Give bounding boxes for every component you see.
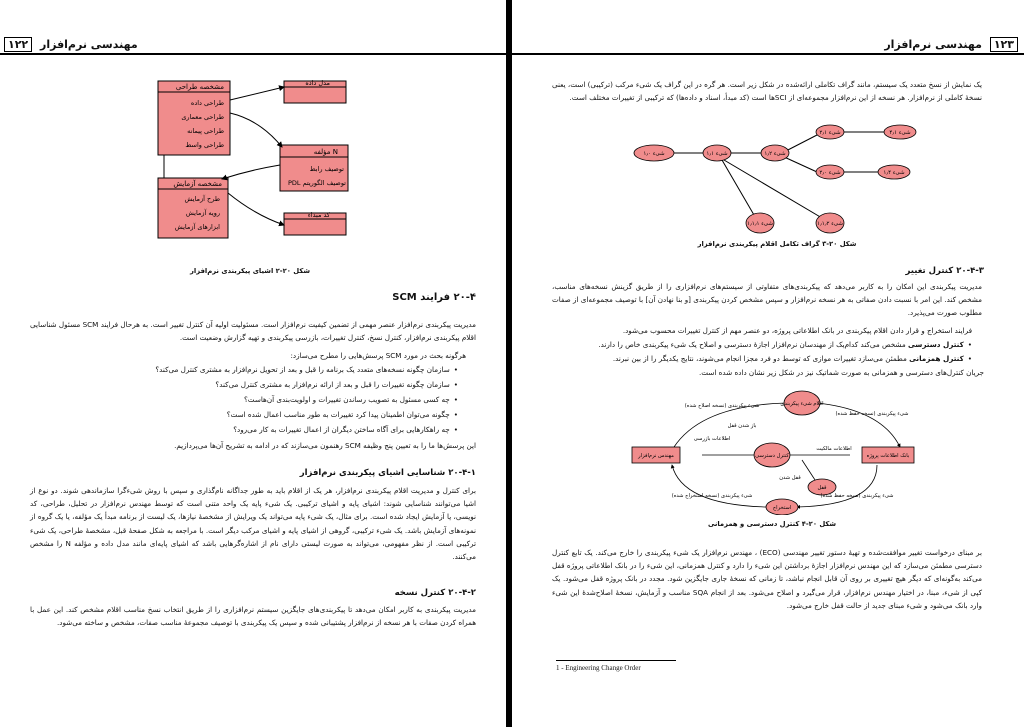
fig2-box5-title: کد مبداء bbox=[307, 211, 330, 219]
fig2-box1-item: طراحی پیمانه bbox=[187, 127, 224, 135]
edge-label: شیء پیکربندی (نسخه اصلاح شده) bbox=[684, 403, 760, 409]
paragraph: این پرسش‌ها ما را به تعیین پنج وظیفه SCM رهنمون می‌سازند که در ادامه به تشریح آن‌ها می‌پردازیم. bbox=[174, 441, 476, 450]
fig2-box2-title: مدل داده bbox=[305, 79, 330, 87]
node-label: قفل bbox=[817, 485, 827, 491]
paragraph: فرایند استخراج و قرار دادن اقلام پیکربندی در بانک اطلاعاتی پروژه، دو عنصر مهم از کنترل تغییرات محسوب می‌شود. bbox=[622, 326, 972, 335]
node-label: کنترل دسترسی bbox=[755, 453, 789, 459]
edge-label: شیء پیکربندی (نسخه استخراج شده) bbox=[671, 493, 753, 499]
edge-label: قفل شدن bbox=[779, 475, 801, 481]
figure-config-objects bbox=[150, 75, 350, 240]
edge-label: باز شدن قفل bbox=[727, 423, 757, 429]
edge-label: شیء پیکربندی (نسخه حفظ شده) bbox=[835, 411, 909, 417]
fig2-box4-item: رویه آزمایش bbox=[185, 209, 220, 217]
box-label: بانک اطلاعات پروژه bbox=[866, 453, 910, 459]
subsection-title: ۲۰-۴-۱ شناسایی اشیای پیکربندی نرم‌افزار bbox=[299, 468, 476, 478]
bullet-item: • سازمان چگونه نسخه‌های متعدد یک برنامه را قبل و بعد از تحویل نرم‌افزار به مشتری کنترل می‌کند؟ bbox=[38, 364, 458, 376]
node-label: استخراج bbox=[772, 505, 792, 511]
node-label: اقلام شیء پیکربندی bbox=[780, 401, 824, 407]
fig2-box3-title: مؤلفه N bbox=[313, 148, 338, 156]
footnote-rule bbox=[556, 660, 676, 661]
bullet-item: • چه راهکارهایی برای آگاه ساختن دیگران از اعمال تغییرات به کار می‌رود؟ bbox=[38, 424, 458, 436]
right-page bbox=[512, 0, 1024, 727]
graph-node-label: شیء ۴٫۱ bbox=[889, 130, 911, 136]
header-rule bbox=[0, 53, 506, 55]
fig2-box1-item: طراحی داده bbox=[190, 99, 224, 107]
fig2-box4-item: ابزارهای آزمایش bbox=[174, 223, 220, 231]
figure-caption: شکل ۲۰-۴ کنترل دسترسی و همزمانی bbox=[707, 520, 837, 528]
running-header-left: مهندسی نرم‌افزار bbox=[40, 38, 138, 51]
fig2-box3-item: توصیف رابط bbox=[309, 165, 344, 173]
left-page bbox=[0, 0, 506, 727]
figure-evolution-graph bbox=[632, 120, 922, 235]
graph-node-label: شیء ۲٫۱ bbox=[819, 130, 841, 136]
bullet-item: • چه کسی مسئول به تصویب رساندن تغییرات و اولویت‌بندی آن‌هاست؟ bbox=[38, 394, 458, 406]
box-label: مهندس نرم‌افزار bbox=[638, 453, 674, 459]
edge-label: اطلاعات مالکیت bbox=[816, 446, 852, 452]
fig2-box3-item: PDL توصیف الگوریتم bbox=[287, 179, 346, 187]
page-number-left: ۱۲۲ bbox=[4, 38, 32, 52]
bullet-item: • کنترل همزمانی مطمئن می‌سازد تغییرات موازی که توسط دو فرد مجزا انجام می‌شوند، نتایج یکدیگر را از بین نبرند. bbox=[552, 353, 972, 365]
edge-label: شیء پیکربندی (نسخه حفظ شده) bbox=[820, 493, 894, 499]
graph-node-label: شیء ۱٫۰ bbox=[643, 151, 665, 157]
figure-access-control bbox=[622, 385, 922, 515]
graph-node-label: شیء ۲٫۰ bbox=[819, 170, 841, 176]
subsection-title: ۲۰-۴-۲ کنترل نسخه bbox=[394, 588, 476, 598]
paragraph: مدیریت پیکربندی نرم‌افزار عنصر مهمی از تضمین کیفیت نرم‌افزار است. مسئولیت اولیه آن کنترل تغییر است. به هرحال فرایند SCM مسئول شناسایی اقلام پیکربندی نرم‌افزار، کنترل نسخ، کنترل تغییرات، بازرسی پیکربندی و تهیه گزارش وضعیت است. bbox=[30, 320, 476, 343]
graph-node-label: شیء ۱٫۱ bbox=[706, 151, 728, 157]
bullet-item: • چگونه می‌توان اطمینان پیدا کرد تغییرات به طور مناسب اعمال شده است؟ bbox=[38, 409, 458, 421]
running-header-right: مهندسی نرم‌افزار bbox=[884, 38, 982, 51]
footnote: 1 - Engineering Change Order bbox=[556, 664, 641, 672]
paragraph: بر مبنای درخواست تغییر موافقت‌شده و تهیهٔ دستور تغییر مهندسی (ECO) ، مهندس نرم‌افزار یک شیء پیکربندی را خارج می‌کند. یک تابع کنترل دسترسی مطمئن می‌سازد که این مهندس نرم‌افزار اجازهٔ برداشتن این شیء را دارد و کنترل همزمانی، این شیء را در بانک اطلاعاتی پروژه قفل می‌کند به‌گونه‌ای که دیگر هیچ تغییری بر روی آن قابل انجام نباشد، تا زمانی که نسخهٔ جاری جایگزین شود. مجدد در بانک پروژه قفل می‌شود. یک کپی از شیء، مبنا، در اختیار مهندس نرم‌افزار، قرار می‌گیرد و اصلاح می‌شود. بعد از انجام SQA مناسب و آزمایش، نسخهٔ اصلاح‌شدهٔ این شیء وارد بانک می‌شود و شیء مبنای جدید از حالت قفل خارج می‌شود. bbox=[552, 548, 983, 610]
graph-node-label: شیء ۱٫۱٫۱ bbox=[747, 221, 773, 227]
paragraph: مدیریت پیکربندی به کاربر امکان می‌دهد تا پیکربندی‌های جایگزین سیستم نرم‌افزاری را از طریق انتخاب نسخ مناسب اقلام مشخص کند. این عمل با همراه کردن صفات با هر نسخه از نرم‌افزار پشتیبانی شده و سپس یک پیکربندی با توصیف مجموعهٔ مناسب صفات، مشخص و ساخته می‌شود. bbox=[30, 605, 476, 628]
fig2-box1-item: طراحی معماری bbox=[181, 113, 224, 121]
section-title: ۲۰-۴ فرایند SCM bbox=[392, 292, 476, 303]
subsection-title: ۲۰-۴-۳ کنترل تغییر bbox=[905, 266, 984, 276]
bullet-item: • کنترل دسترسی مشخص می‌کند کدام‌یک از مهندسان نرم‌افزار اجازهٔ دسترسی و اصلاح یک شیء پیکربندی خاص را دارند. bbox=[552, 339, 972, 351]
fig2-box4-item: طرح آزمایش bbox=[184, 195, 220, 203]
page-number-right: ۱۲۳ bbox=[990, 38, 1018, 52]
figure-caption: شکل ۲۰-۳ گراف تکامل اقلام پیکربندی نرم‌افزار bbox=[697, 240, 857, 248]
paragraph: جریان کنترل‌های دسترسی و همزمانی به صورت شماتیک نیز در شکل زیر نشان داده شده است. bbox=[698, 368, 984, 377]
graph-node-label: شیء ۱٫۴ bbox=[883, 170, 905, 176]
fig2-box4-title: مشخصه آزمایش bbox=[173, 180, 222, 188]
paragraph: برای کنترل و مدیریت اقلام پیکربندی نرم‌افزار، هر یک از اقلام باید به طور جداگانه نام‌گذاری و سپس با روش شیءگرا سازماندهی شوند. دو نوع از اشیا می‌توانند شناسایی شوند: اشیای پایه و اشیای ترکیبی. یک شیء پایه یک واحد متنی است که توسط مهندس نرم‌افزار در تحلیل، طراحی، کد نویسی، یا آزمایش ایجاد شده است. برای مثال، یک شیء پایه می‌تواند یک ویرایش از مشخصهٔ نیازها، یک لیست از برنامه مبدأ یک مؤلفه، یا یک گروه از نمونه‌های آزمایش باشد. یک شیء ترکیبی، گروهی از اشیای پایه و اشیای مرکب دیگر است. با مراجعه به شکل صفحهٔ قبل، مشخصهٔ طراحی، یک شیء ترکیبی است. از نظر مفهومی، می‌تواند به صورت لیستی دارای نام از اشاره‌گرهایی باشد که اشیای پایه‌ای مانند مدل داده و مؤلفه N را مشخص می‌کنند. bbox=[30, 486, 476, 562]
graph-node-label: شیء ۱٫۱٫۲ bbox=[817, 221, 843, 227]
bullet-item: • سازمان چگونه تغییرات را قبل و بعد از ارائه نرم‌افزار به مشتری کنترل می‌کند؟ bbox=[38, 379, 458, 391]
figure-caption: شکل ۲۰-۲ اشیای پیکربندی نرم‌افزار bbox=[189, 267, 311, 275]
edge-label: اطلاعات بازرسی bbox=[693, 436, 731, 442]
header-rule bbox=[512, 53, 1024, 55]
fig2-box1-item: طراحی واسط bbox=[185, 141, 224, 149]
paragraph: یک نمایش از نسخ متعدد یک سیستم، مانند گراف تکاملی ارائه‌شده در شکل زیر است. هر گره در این گراف یک شیء مرکب (ترکیبی) است، یعنی نسخهٔ کاملی از نرم‌افزار. هر نسخه از این نرم‌افزار مجموعه‌ای از SCIها است (کد مبدأ، اسناد و داده‌ها) که ترکیبی از تغییرات مختلف است. bbox=[552, 80, 982, 103]
graph-node-label: شیء ۱٫۲ bbox=[764, 151, 786, 157]
paragraph: مدیریت پیکربندی این امکان را به کاربر می‌دهد که پیکربندی‌های متفاوتی از سیستم‌های نرم‌افزاری را از طریق گزینش نسخه‌های مناسب، مشخص کند. این امر با نسبت دادن صفاتی به هر نسخه نرم‌افزار و سپس مشخص کردن پیکربندی [و بنا نهادن آن] با توصیف مجموعه‌ای از صفات مطلوب صورت می‌پذیرد. bbox=[552, 282, 982, 318]
paragraph: هرگونه بحث در مورد SCM پرسش‌هایی را مطرح می‌سازد: bbox=[290, 351, 466, 360]
fig2-box1-title: مشخصه طراحی bbox=[175, 83, 224, 91]
